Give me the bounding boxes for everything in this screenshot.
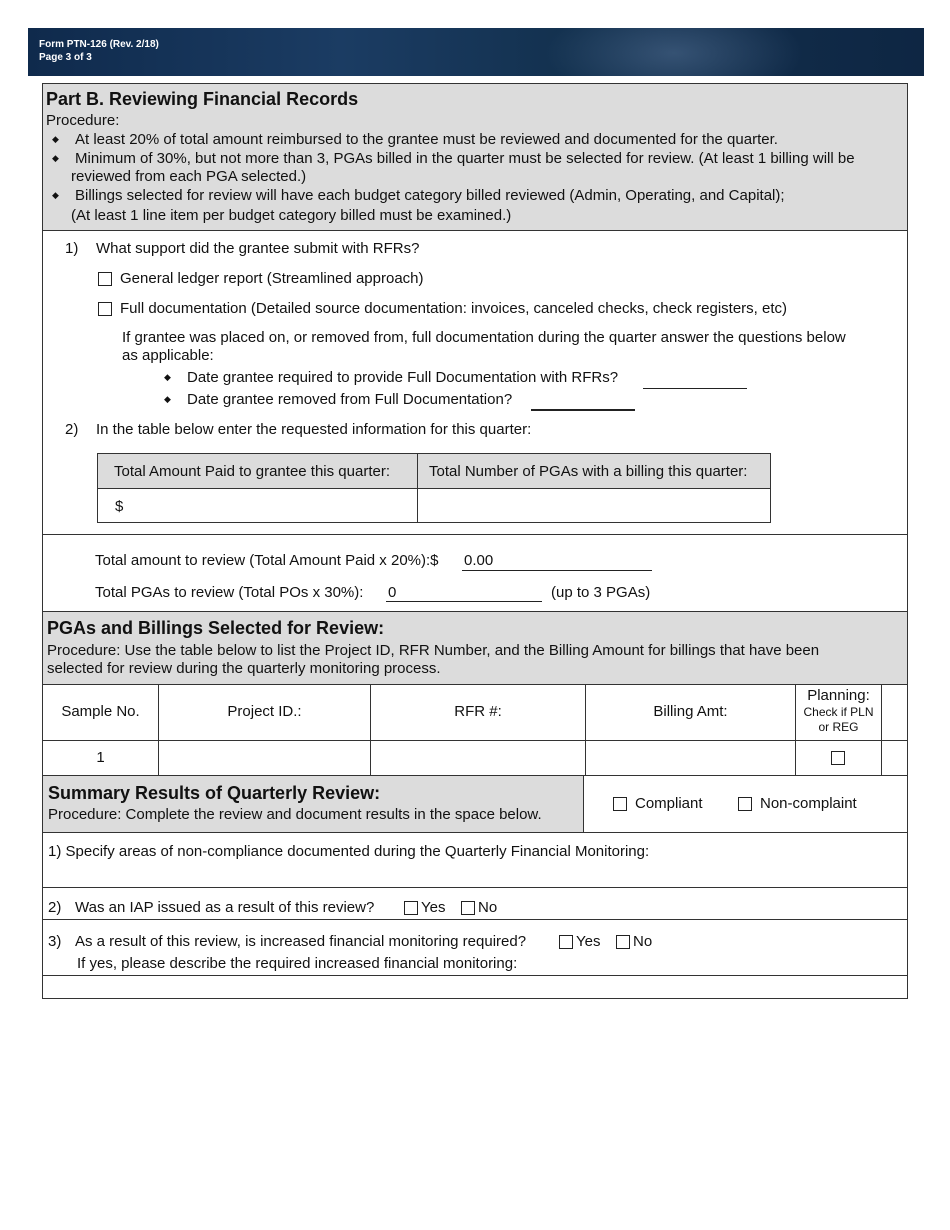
general-ledger-checkbox[interactable] — [98, 272, 112, 286]
date-removed-label: Date grantee removed from Full Documentation? — [187, 391, 513, 408]
page-number: Page 3 of 3 — [39, 52, 92, 63]
pgas-section-header — [43, 612, 907, 684]
summary-procedure: Procedure: Complete the review and document results in the space below. — [48, 806, 542, 823]
part-b-bullet: At least 20% of total amount reimbursed to the grantee must be reviewed and documented for the quarter. — [75, 131, 778, 148]
sample-no-cell: 1 — [96, 749, 105, 766]
pgas-to-review-note: (up to 3 PGAs) — [551, 584, 651, 601]
summary-q3-sub: If yes, please describe the required increased financial monitoring: — [77, 955, 518, 972]
col-planning-sub2: or REG — [818, 720, 859, 734]
date-required-field[interactable] — [643, 388, 747, 389]
monitoring-no-label: No — [633, 933, 653, 950]
monitoring-yes-label: Yes — [576, 933, 601, 950]
iap-no-label: No — [478, 899, 498, 916]
summary-q1-text: 1) Specify areas of non-compliance documented during the Quarterly Financial Monitoring: — [48, 843, 650, 860]
amount-to-review-value[interactable]: 0.00 — [464, 552, 494, 569]
part-b-bullet: Minimum of 30%, but not more than 3, PGAs billed in the quarter must be selected for review. (At least 1 billing will be — [75, 150, 855, 167]
part-b-bullet-cont: (At least 1 line item per budget category billed must be examined.) — [71, 207, 512, 224]
full-documentation-checkbox[interactable] — [98, 302, 112, 316]
q1-number: 1) — [65, 240, 79, 257]
pgas-to-review-label: Total PGAs to review (Total POs x 30%): — [95, 584, 364, 601]
form-header-banner — [28, 28, 924, 76]
summary-q3-text: As a result of this review, is increased financial monitoring required? — [75, 933, 527, 950]
general-ledger-label: General ledger report (Streamlined approach) — [120, 270, 424, 287]
rfr-cell[interactable] — [374, 744, 582, 770]
total-paid-header: Total Amount Paid to grantee this quarter: — [114, 463, 390, 480]
summary-section-header — [43, 776, 583, 832]
iap-no-checkbox[interactable] — [461, 901, 475, 915]
col-project-id: Project ID.: — [227, 703, 302, 720]
col-planning: Planning: — [807, 687, 870, 704]
billing-amt-cell[interactable] — [589, 744, 791, 770]
part-b-bullet-cont: reviewed from each PGA selected.) — [71, 168, 307, 185]
procedure-label: Procedure: — [46, 112, 120, 129]
quarter-totals-table — [97, 453, 771, 523]
col-billing-amt: Billing Amt: — [653, 703, 728, 720]
summary-q2-number: 2) — [48, 899, 62, 916]
monitoring-yes-checkbox[interactable] — [559, 935, 573, 949]
compliant-checkbox[interactable] — [613, 797, 627, 811]
col-sample-no: Sample No. — [61, 703, 140, 720]
col-planning-sub: Check if PLN — [803, 705, 874, 719]
increased-monitoring-field[interactable] — [44, 977, 906, 997]
q1-note-cont: as applicable: — [122, 347, 214, 364]
pgas-procedure: Procedure: Use the table below to list the Project ID, RFR Number, and the Billing Amount for billings that have been — [47, 642, 820, 659]
total-paid-value[interactable]: $ — [115, 498, 124, 515]
noncompliant-label: Non-complaint — [760, 795, 857, 812]
summary-q3-number: 3) — [48, 933, 62, 950]
q1-note: If grantee was placed on, or removed from, full documentation during the quarter answer the questions below — [122, 329, 846, 346]
full-documentation-label: Full documentation (Detailed source documentation: invoices, canceled checks, check registers, etc) — [120, 300, 787, 317]
pgas-to-review-value[interactable]: 0 — [388, 584, 397, 601]
iap-yes-checkbox[interactable] — [404, 901, 418, 915]
iap-yes-label: Yes — [421, 899, 446, 916]
summary-q2-text: Was an IAP issued as a result of this review? — [75, 899, 375, 916]
total-pgas-header: Total Number of PGAs with a billing this quarter: — [429, 463, 748, 480]
amount-to-review-label: Total amount to review (Total Amount Paid x 20%):$ — [95, 552, 439, 569]
q2-number: 2) — [65, 421, 79, 438]
monitoring-no-checkbox[interactable] — [616, 935, 630, 949]
pgas-procedure-cont: selected for review during the quarterly monitoring process. — [47, 660, 441, 677]
noncompliant-checkbox[interactable] — [738, 797, 752, 811]
compliant-label: Compliant — [635, 795, 703, 812]
part-b-section: Part B. Reviewing Financial Records Procedure: ◆ At least 20% of total amount reimbursed to the grantee must be reviewed and documented for the quarter. ◆ Minimum of 30%, but not more than 3, PGAs billed in the quarter must be selected for review. (At least 1 billing will be reviewed from each PGA selected.) ◆ Billings selected for review will have each budget category billed reviewed (Admin, Operating, and Capital); (At least 1 line item per budget category billed must be examined.) — [43, 84, 907, 230]
part-b-bullet: Billings selected for review will have each budget category billed reviewed (Admin, Operating, and Capital); — [75, 187, 785, 204]
form-id: Form PTN-126 (Rev. 2/18) — [39, 39, 159, 50]
q1-text: What support did the grantee submit with RFRs? — [96, 240, 420, 257]
part-b-title: Part B. Reviewing Financial Records — [46, 89, 359, 109]
summary-title: Summary Results of Quarterly Review: — [48, 783, 381, 803]
pgas-section-title: PGAs and Billings Selected for Review: — [47, 618, 385, 638]
project-id-cell[interactable] — [162, 744, 366, 770]
date-removed-field[interactable] — [531, 409, 635, 411]
planning-checkbox[interactable] — [831, 751, 845, 765]
col-rfr: RFR #: — [454, 703, 502, 720]
total-pgas-value[interactable] — [429, 497, 759, 517]
date-required-label: Date grantee required to provide Full Documentation with RFRs? — [187, 369, 619, 386]
q2-text: In the table below enter the requested information for this quarter: — [96, 421, 532, 438]
